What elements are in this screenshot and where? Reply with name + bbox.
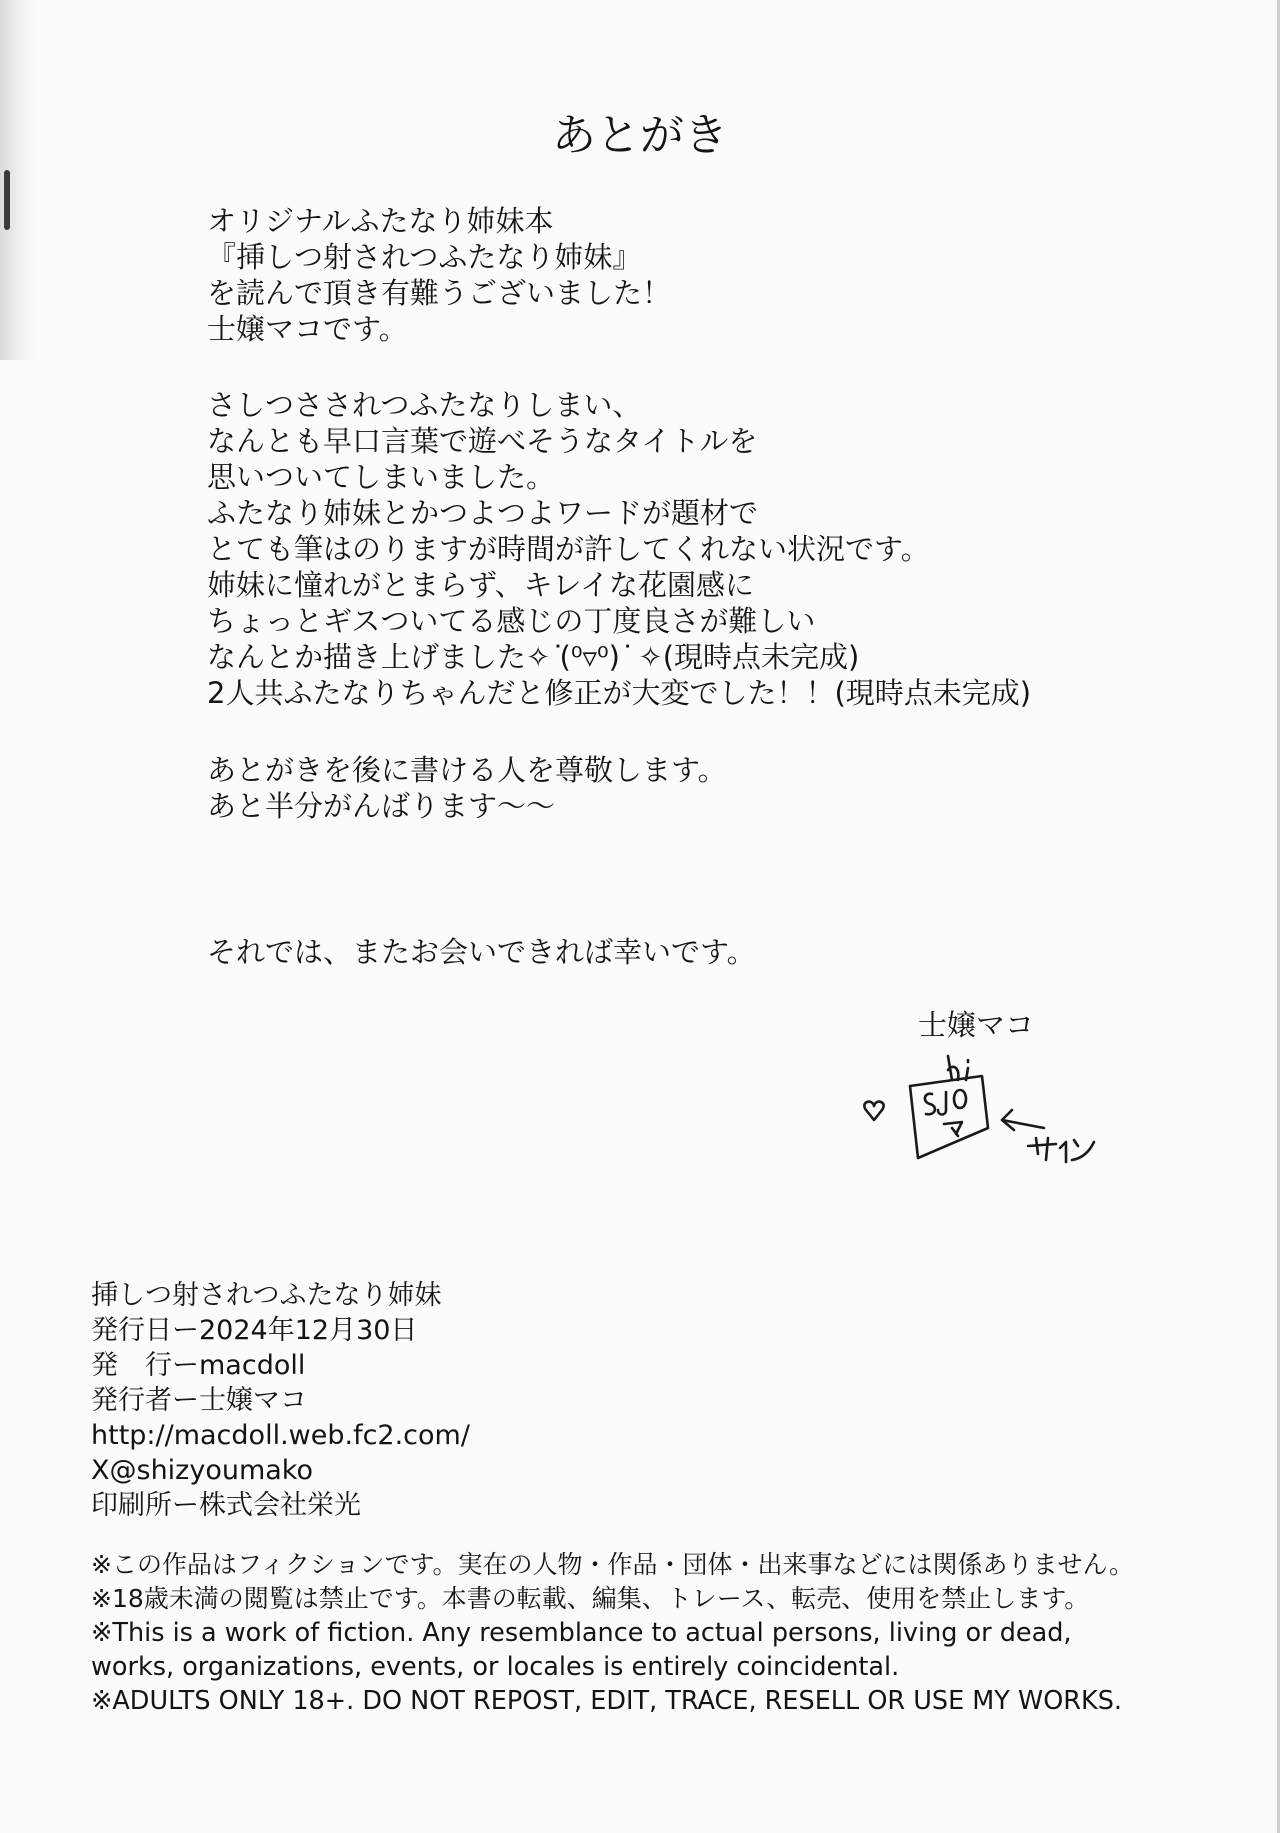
note-age-jp: ※18歳未満の閲覧は禁止です。本書の転載、編集、トレース、転売、使用を禁止します。: [91, 1584, 1090, 1613]
intro-line: オリジナルふたなり姉妹本: [207, 204, 554, 238]
note-fiction-en: ※This is a work of fiction. Any resemblance to actual persons, living or dead,: [91, 1618, 1072, 1648]
colophon-date: 発行日ー2024年12月30日: [91, 1315, 418, 1346]
colophon-website: http://macdoll.web.fc2.com/: [91, 1420, 470, 1451]
colophon-printer: 印刷所ー株式会社栄光: [91, 1490, 361, 1521]
page-binding-edge: [0, 0, 40, 360]
intro-line: を読んで頂き有難うございました！: [207, 276, 672, 310]
signature-box: [910, 1076, 988, 1158]
colophon-publisher: 発 行ーmacdoll: [91, 1350, 306, 1381]
colophon-title: 挿しつ射されつふたなり姉妹: [91, 1280, 442, 1311]
intro-paragraph: [207, 203, 671, 347]
main-line: 2人共ふたなりちゃんだと修正が大変でした！！(現時点未完成): [207, 676, 1032, 710]
main-line: ふたなり姉妹とかつよつよワードが題材で: [207, 496, 759, 530]
handwritten-signature: [852, 1050, 1112, 1200]
note-fiction-jp: ※この作品はフィクションです。実在の人物・作品・団体・出来事などには関係ありません。: [91, 1550, 1134, 1579]
colophon-x-account: X@shizyoumako: [91, 1455, 313, 1486]
main-line: さしつさされつふたなりしまい、: [207, 388, 642, 422]
signature-sjo: [925, 1090, 966, 1115]
signature-ma: [944, 1122, 962, 1136]
main-line: ちょっとギスついてる感じの丁度良さが難しい: [207, 604, 816, 638]
third-paragraph: [207, 752, 727, 824]
signature-hi: [948, 1056, 968, 1080]
page-title: あとがき: [552, 110, 728, 161]
closing-line: それでは、またお会いできれば幸いです。: [207, 935, 756, 969]
colophon: [91, 1278, 470, 1523]
binding-mark: [4, 170, 10, 230]
disclaimer-notes: [91, 1548, 1134, 1718]
main-paragraph: [207, 387, 1031, 711]
author-name: 士嬢マコ: [918, 1008, 1035, 1042]
main-line: なんとか描き上げました✧ ͘(⁰▿⁰) ͘ ✧(現時点未完成): [207, 640, 860, 674]
signature-sain: [1028, 1138, 1094, 1162]
intro-line: 士嬢マコです。: [207, 312, 408, 346]
note-fiction-en-cont: works, organizations, events, or locales is entirely coincidental.: [91, 1652, 900, 1682]
signature-arrow: [1002, 1110, 1044, 1130]
third-line: あと半分がんばります～～: [207, 789, 556, 823]
heart-doodle: [864, 1102, 883, 1120]
main-line: なんとも早口言葉で遊べそうなタイトルを: [207, 424, 758, 458]
third-line: あとがきを後に書ける人を尊敬します。: [207, 753, 727, 787]
colophon-issuer: 発行者ー士嬢マコ: [91, 1385, 307, 1416]
note-adults-only: ※ADULTS ONLY 18+. DO NOT REPOST, EDIT, TRACE, RESELL OR USE MY WORKS.: [91, 1686, 1122, 1716]
main-line: 姉妹に憧れがとまらず、キレイな花園感に: [207, 568, 754, 602]
main-line: 思いついてしまいました。: [207, 460, 556, 494]
main-line: とても筆はのりますが時間が許してくれない状況です。: [207, 532, 930, 566]
intro-line: 『挿しつ射されつふたなり姉妹』: [207, 240, 642, 274]
